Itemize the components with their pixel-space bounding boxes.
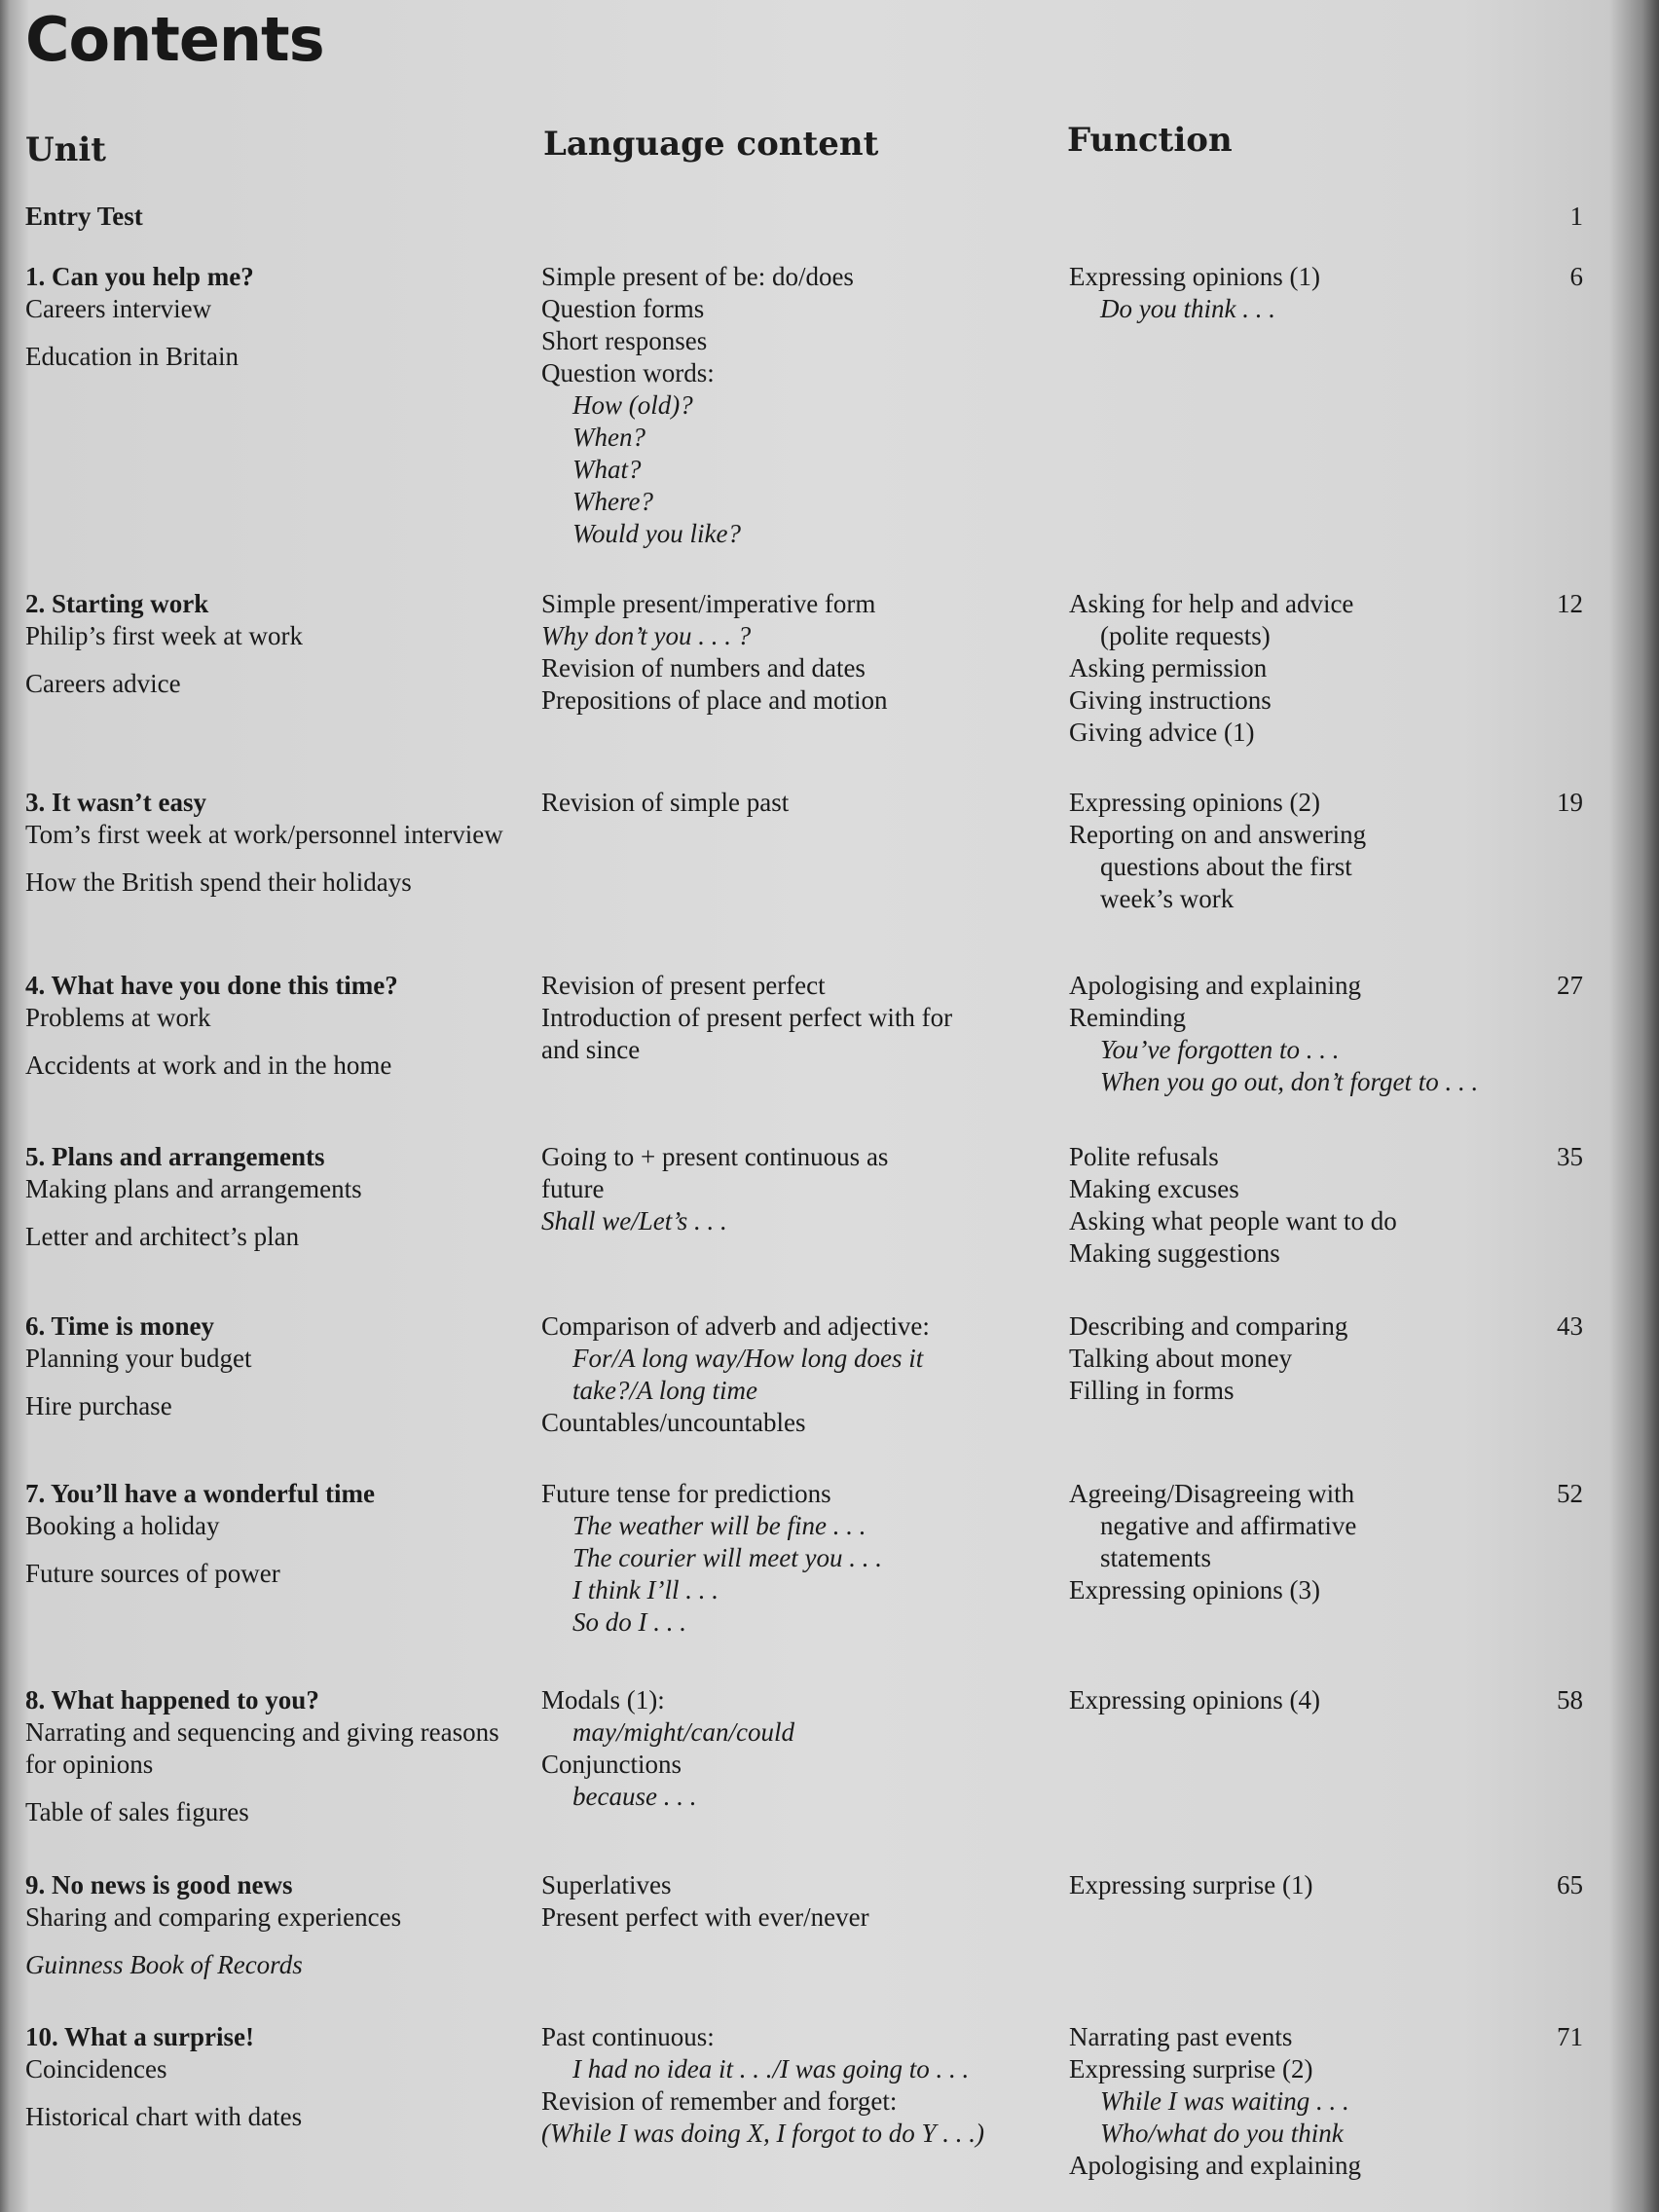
- language-content: [541, 970, 1048, 1066]
- function-line: (polite requests): [1100, 621, 1271, 650]
- language-content-line: How (old)?: [572, 390, 693, 420]
- language-content: [541, 588, 1048, 717]
- function-line: Polite refusals: [1069, 1142, 1219, 1171]
- function-line: Do you think . . .: [1100, 294, 1275, 323]
- function-line: Reporting on and answering: [1069, 820, 1367, 849]
- function: [1069, 970, 1536, 1098]
- language-content-line: Conjunctions: [541, 1750, 682, 1779]
- function: [1069, 2021, 1536, 2182]
- unit-cell: [25, 1310, 532, 1422]
- unit-title: 9. No news is good news: [25, 1870, 293, 1899]
- function: [1069, 787, 1536, 915]
- unit-extra: Hire purchase: [25, 1391, 172, 1420]
- unit-cell: [25, 787, 532, 899]
- function-line: Expressing opinions (1): [1069, 262, 1320, 291]
- unit-subtitle: Problems at work: [25, 1003, 211, 1032]
- language-content-line: Why don’t you . . . ?: [541, 621, 752, 650]
- function-line: Giving advice (1): [1069, 718, 1255, 747]
- language-content-line: The courier will meet you . . .: [572, 1543, 882, 1572]
- language-content-line: For/A long way/How long does it: [572, 1344, 924, 1373]
- unit-cell: [25, 1141, 532, 1253]
- language-content: [541, 2021, 1048, 2150]
- language-content-line: The weather will be fine . . .: [572, 1511, 866, 1540]
- function-line: When you go out, don’t forget to . . .: [1100, 1067, 1479, 1096]
- function: [1069, 588, 1536, 749]
- function-line: Expressing opinions (2): [1069, 788, 1320, 817]
- function-line: You’ve forgotten to . . .: [1100, 1035, 1340, 1064]
- language-content-line: (While I was doing X, I forgot to do Y . . .): [541, 2119, 984, 2148]
- function-line: Asking for help and advice: [1069, 589, 1354, 618]
- function-line: Who/what do you think: [1100, 2119, 1344, 2148]
- function-line: Talking about money: [1069, 1344, 1293, 1373]
- unit-title: 8. What happened to you?: [25, 1685, 319, 1714]
- page-number: 52: [1557, 1479, 1583, 1508]
- unit-cell: [25, 970, 532, 1082]
- function-line: Making excuses: [1069, 1174, 1239, 1203]
- function-line: Expressing opinions (4): [1069, 1685, 1320, 1714]
- language-content-line: Present perfect with ever/never: [541, 1902, 869, 1932]
- unit-subtitle: Making plans and arrangements: [25, 1174, 362, 1203]
- language-content-line: Past continuous:: [541, 2022, 715, 2051]
- language-content-line: may/might/can/could: [572, 1717, 794, 1747]
- language-content-line: Short responses: [541, 326, 708, 355]
- language-content: [541, 1478, 1048, 1639]
- function-line: Narrating past events: [1069, 2022, 1293, 2051]
- language-content-line: Prepositions of place and motion: [541, 685, 888, 715]
- function-line: Making suggestions: [1069, 1238, 1280, 1268]
- function-line: Giving instructions: [1069, 685, 1272, 715]
- column-header-unit: Unit: [25, 130, 106, 169]
- unit-subtitle: Planning your budget: [25, 1344, 252, 1373]
- page-number: 43: [1557, 1311, 1583, 1341]
- page-title: Contents: [25, 4, 324, 75]
- language-content: [541, 1869, 1048, 1934]
- function-line: Expressing opinions (3): [1069, 1575, 1320, 1604]
- language-content-line: Comparison of adverb and adjective:: [541, 1311, 930, 1341]
- unit-extra: Future sources of power: [25, 1559, 280, 1588]
- language-content-line: take?/A long time: [572, 1376, 757, 1405]
- function: [1069, 1869, 1536, 1901]
- language-content-line: because . . .: [572, 1782, 697, 1811]
- function: [1069, 1478, 1536, 1606]
- unit-subtitle: Narrating and sequencing and giving reasons for opinions: [25, 1717, 499, 1779]
- language-content: [541, 787, 1048, 819]
- language-content-line: When?: [572, 423, 645, 452]
- function-line: statements: [1100, 1543, 1211, 1572]
- function-line: Apologising and explaining: [1069, 971, 1361, 1000]
- page-number: 6: [1569, 262, 1583, 291]
- function-line: week’s work: [1100, 884, 1235, 913]
- unit-cell: [25, 2021, 532, 2133]
- function: [1069, 1141, 1536, 1270]
- language-content: [541, 1684, 1048, 1813]
- function: [1069, 1684, 1536, 1716]
- language-content-line: Revision of simple past: [541, 788, 790, 817]
- unit-subtitle: Coincidences: [25, 2054, 167, 2083]
- language-content: [541, 1310, 1048, 1439]
- language-content-line: Question forms: [541, 294, 705, 323]
- unit-cell: [25, 588, 532, 700]
- language-content-line: Going to + present continuous as: [541, 1142, 889, 1171]
- function-line: Asking what people want to do: [1069, 1206, 1397, 1235]
- page-number: 35: [1557, 1142, 1583, 1171]
- function-line: Asking permission: [1069, 653, 1268, 682]
- column-header-function: Function: [1067, 121, 1233, 160]
- unit-extra: Historical chart with dates: [25, 2102, 303, 2131]
- language-content-line: I had no idea it . . ./I was going to . . .: [572, 2054, 970, 2083]
- function-line: Apologising and explaining: [1069, 2151, 1361, 2180]
- function-line: Describing and comparing: [1069, 1311, 1348, 1341]
- language-content-line: Future tense for predictions: [541, 1479, 831, 1508]
- unit-cell: [25, 1478, 532, 1590]
- entry-test-page: 1: [1569, 202, 1583, 231]
- language-content-line: Simple present of be: do/does: [541, 262, 854, 291]
- language-content-line: Revision of numbers and dates: [541, 653, 866, 682]
- unit-subtitle: Sharing and comparing experiences: [25, 1902, 402, 1932]
- unit-title: 1. Can you help me?: [25, 262, 254, 291]
- function: [1069, 1310, 1536, 1407]
- language-content-line: Simple present/imperative form: [541, 589, 876, 618]
- function-line: Reminding: [1069, 1003, 1186, 1032]
- language-content-line: Countables/uncountables: [541, 1408, 806, 1437]
- language-content-line: Would you like?: [572, 519, 741, 548]
- unit-title: 3. It wasn’t easy: [25, 788, 206, 817]
- page-number: 27: [1557, 971, 1583, 1000]
- unit-extra: Careers advice: [25, 669, 181, 698]
- unit-title: 5. Plans and arrangements: [25, 1142, 325, 1171]
- unit-extra: Accidents at work and in the home: [25, 1051, 392, 1080]
- unit-subtitle: Philip’s first week at work: [25, 621, 303, 650]
- function-line: Agreeing/Disagreeing with: [1069, 1479, 1355, 1508]
- language-content-line: and since: [541, 1035, 641, 1064]
- unit-title: 4. What have you done this time?: [25, 971, 398, 1000]
- page-number: 58: [1557, 1685, 1583, 1714]
- unit-subtitle: Booking a holiday: [25, 1511, 220, 1540]
- language-content-line: Modals (1):: [541, 1685, 665, 1714]
- language-content-line: Revision of present perfect: [541, 971, 826, 1000]
- function-line: negative and affirmative: [1100, 1511, 1357, 1540]
- page-number: 65: [1557, 1870, 1583, 1899]
- unit-title: 2. Starting work: [25, 589, 209, 618]
- function: [1069, 261, 1536, 325]
- entry-test-title: Entry Test: [25, 202, 143, 231]
- unit-title: 6. Time is money: [25, 1311, 215, 1341]
- unit-extra: Guinness Book of Records: [25, 1950, 303, 1979]
- language-content-line: So do I . . .: [572, 1607, 686, 1637]
- unit-extra: Letter and architect’s plan: [25, 1222, 300, 1251]
- language-content-line: Shall we/Let’s . . .: [541, 1206, 727, 1235]
- unit-subtitle: Careers interview: [25, 294, 212, 323]
- language-content-line: Superlatives: [541, 1870, 672, 1899]
- language-content-line: Question words:: [541, 358, 715, 387]
- page-number: 19: [1557, 788, 1583, 817]
- unit-cell: [25, 1684, 532, 1828]
- function-line: Filling in forms: [1069, 1376, 1235, 1405]
- function-line: While I was waiting . . .: [1100, 2086, 1349, 2116]
- language-content-line: Introduction of present perfect with for: [541, 1003, 953, 1032]
- function-line: questions about the first: [1100, 852, 1352, 881]
- language-content-line: What?: [572, 455, 642, 484]
- language-content-line: future: [541, 1174, 605, 1203]
- unit-extra: Education in Britain: [25, 342, 239, 371]
- column-header-language: Language content: [543, 125, 879, 164]
- language-content-line: I think I’ll . . .: [572, 1575, 719, 1604]
- function-line: Expressing surprise (2): [1069, 2054, 1313, 2083]
- page-number: 12: [1557, 589, 1583, 618]
- language-content-line: Revision of remember and forget:: [541, 2086, 898, 2116]
- language-content-line: Where?: [572, 487, 653, 516]
- unit-extra: How the British spend their holidays: [25, 867, 412, 897]
- unit-cell: [25, 261, 532, 373]
- unit-title: 7. You’ll have a wonderful time: [25, 1479, 375, 1508]
- page-number: 71: [1557, 2022, 1583, 2051]
- language-content: [541, 1141, 1048, 1237]
- function-line: Expressing surprise (1): [1069, 1870, 1313, 1899]
- unit-cell: [25, 1869, 532, 1981]
- unit-title: 10. What a surprise!: [25, 2022, 255, 2051]
- unit-subtitle: Tom’s first week at work/personnel interview: [25, 820, 503, 849]
- language-content: [541, 261, 1048, 550]
- unit-extra: Table of sales figures: [25, 1797, 249, 1826]
